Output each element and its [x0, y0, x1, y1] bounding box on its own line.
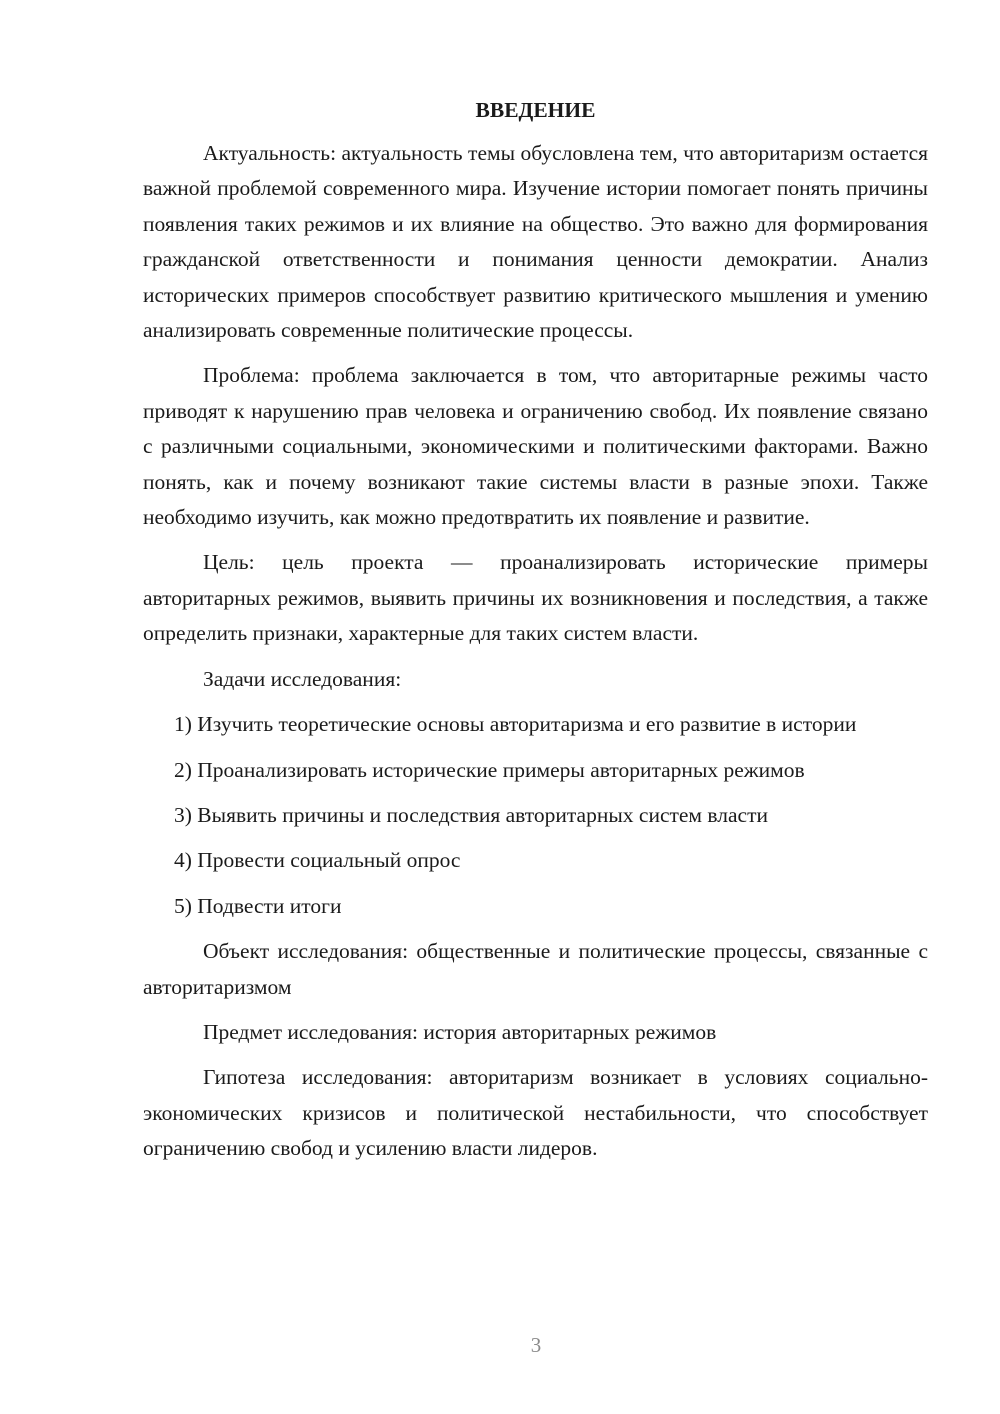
list-item: 1) Изучить теоретические основы авторитаризма и его развитие в истории	[174, 712, 857, 737]
goal-paragraph: Цель: цель проекта — проанализировать исторические примеры авторитарных режимов, выявить причины их возникновения и последствия, а также определить признаки, характерные для таких систем власти.	[143, 550, 928, 646]
list-item: 2) Проанализировать исторические примеры авторитарных режимов	[174, 757, 805, 782]
list-item: 4) Провести социальный опрос	[174, 848, 461, 873]
document-page	[143, 92, 928, 1177]
tasks-list	[143, 707, 928, 924]
page-number: 3	[530, 1333, 542, 1357]
tasks-heading: Задачи исследования:	[203, 666, 402, 691]
list-item: 5) Подвести итоги	[174, 893, 342, 918]
object-paragraph: Объект исследования: общественные и политические процессы, связанные с авторитаризмом	[143, 939, 928, 999]
hypothesis-paragraph: Гипотеза исследования: авторитаризм возникает в условиях социально-экономических кризисов и политической нестабильности, что способствует ограничению свобод и усилению власти лидеров.	[143, 1065, 928, 1161]
subject-paragraph: Предмет исследования: история авторитарных режимов	[203, 1019, 717, 1044]
problem-paragraph: Проблема: проблема заключается в том, что авторитарные режимы часто приводят к нарушению прав человека и ограничению свобод. Их появление связано с различными социальными, экономическими и политическими факторами. Важно понять, как и почему возникают такие системы власти в разные эпохи. Также необходимо изучить, как можно предотвратить их появление и развитие.	[143, 363, 928, 530]
section-title: ВВЕДЕНИЕ	[475, 98, 596, 122]
relevance-paragraph: Актуальность: актуальность темы обусловлена тем, что авторитаризм остается важной проблемой современного мира. Изучение истории помогает понять причины появления таких режимов и их влияние на общество. Это важно для формирования гражданской ответственности и понимания ценности демократии. Анализ исторических примеров способствует развитию критического мышления и умению анализировать современные политические процессы.	[143, 141, 928, 343]
list-item: 3) Выявить причины и последствия авторитарных систем власти	[174, 802, 769, 827]
